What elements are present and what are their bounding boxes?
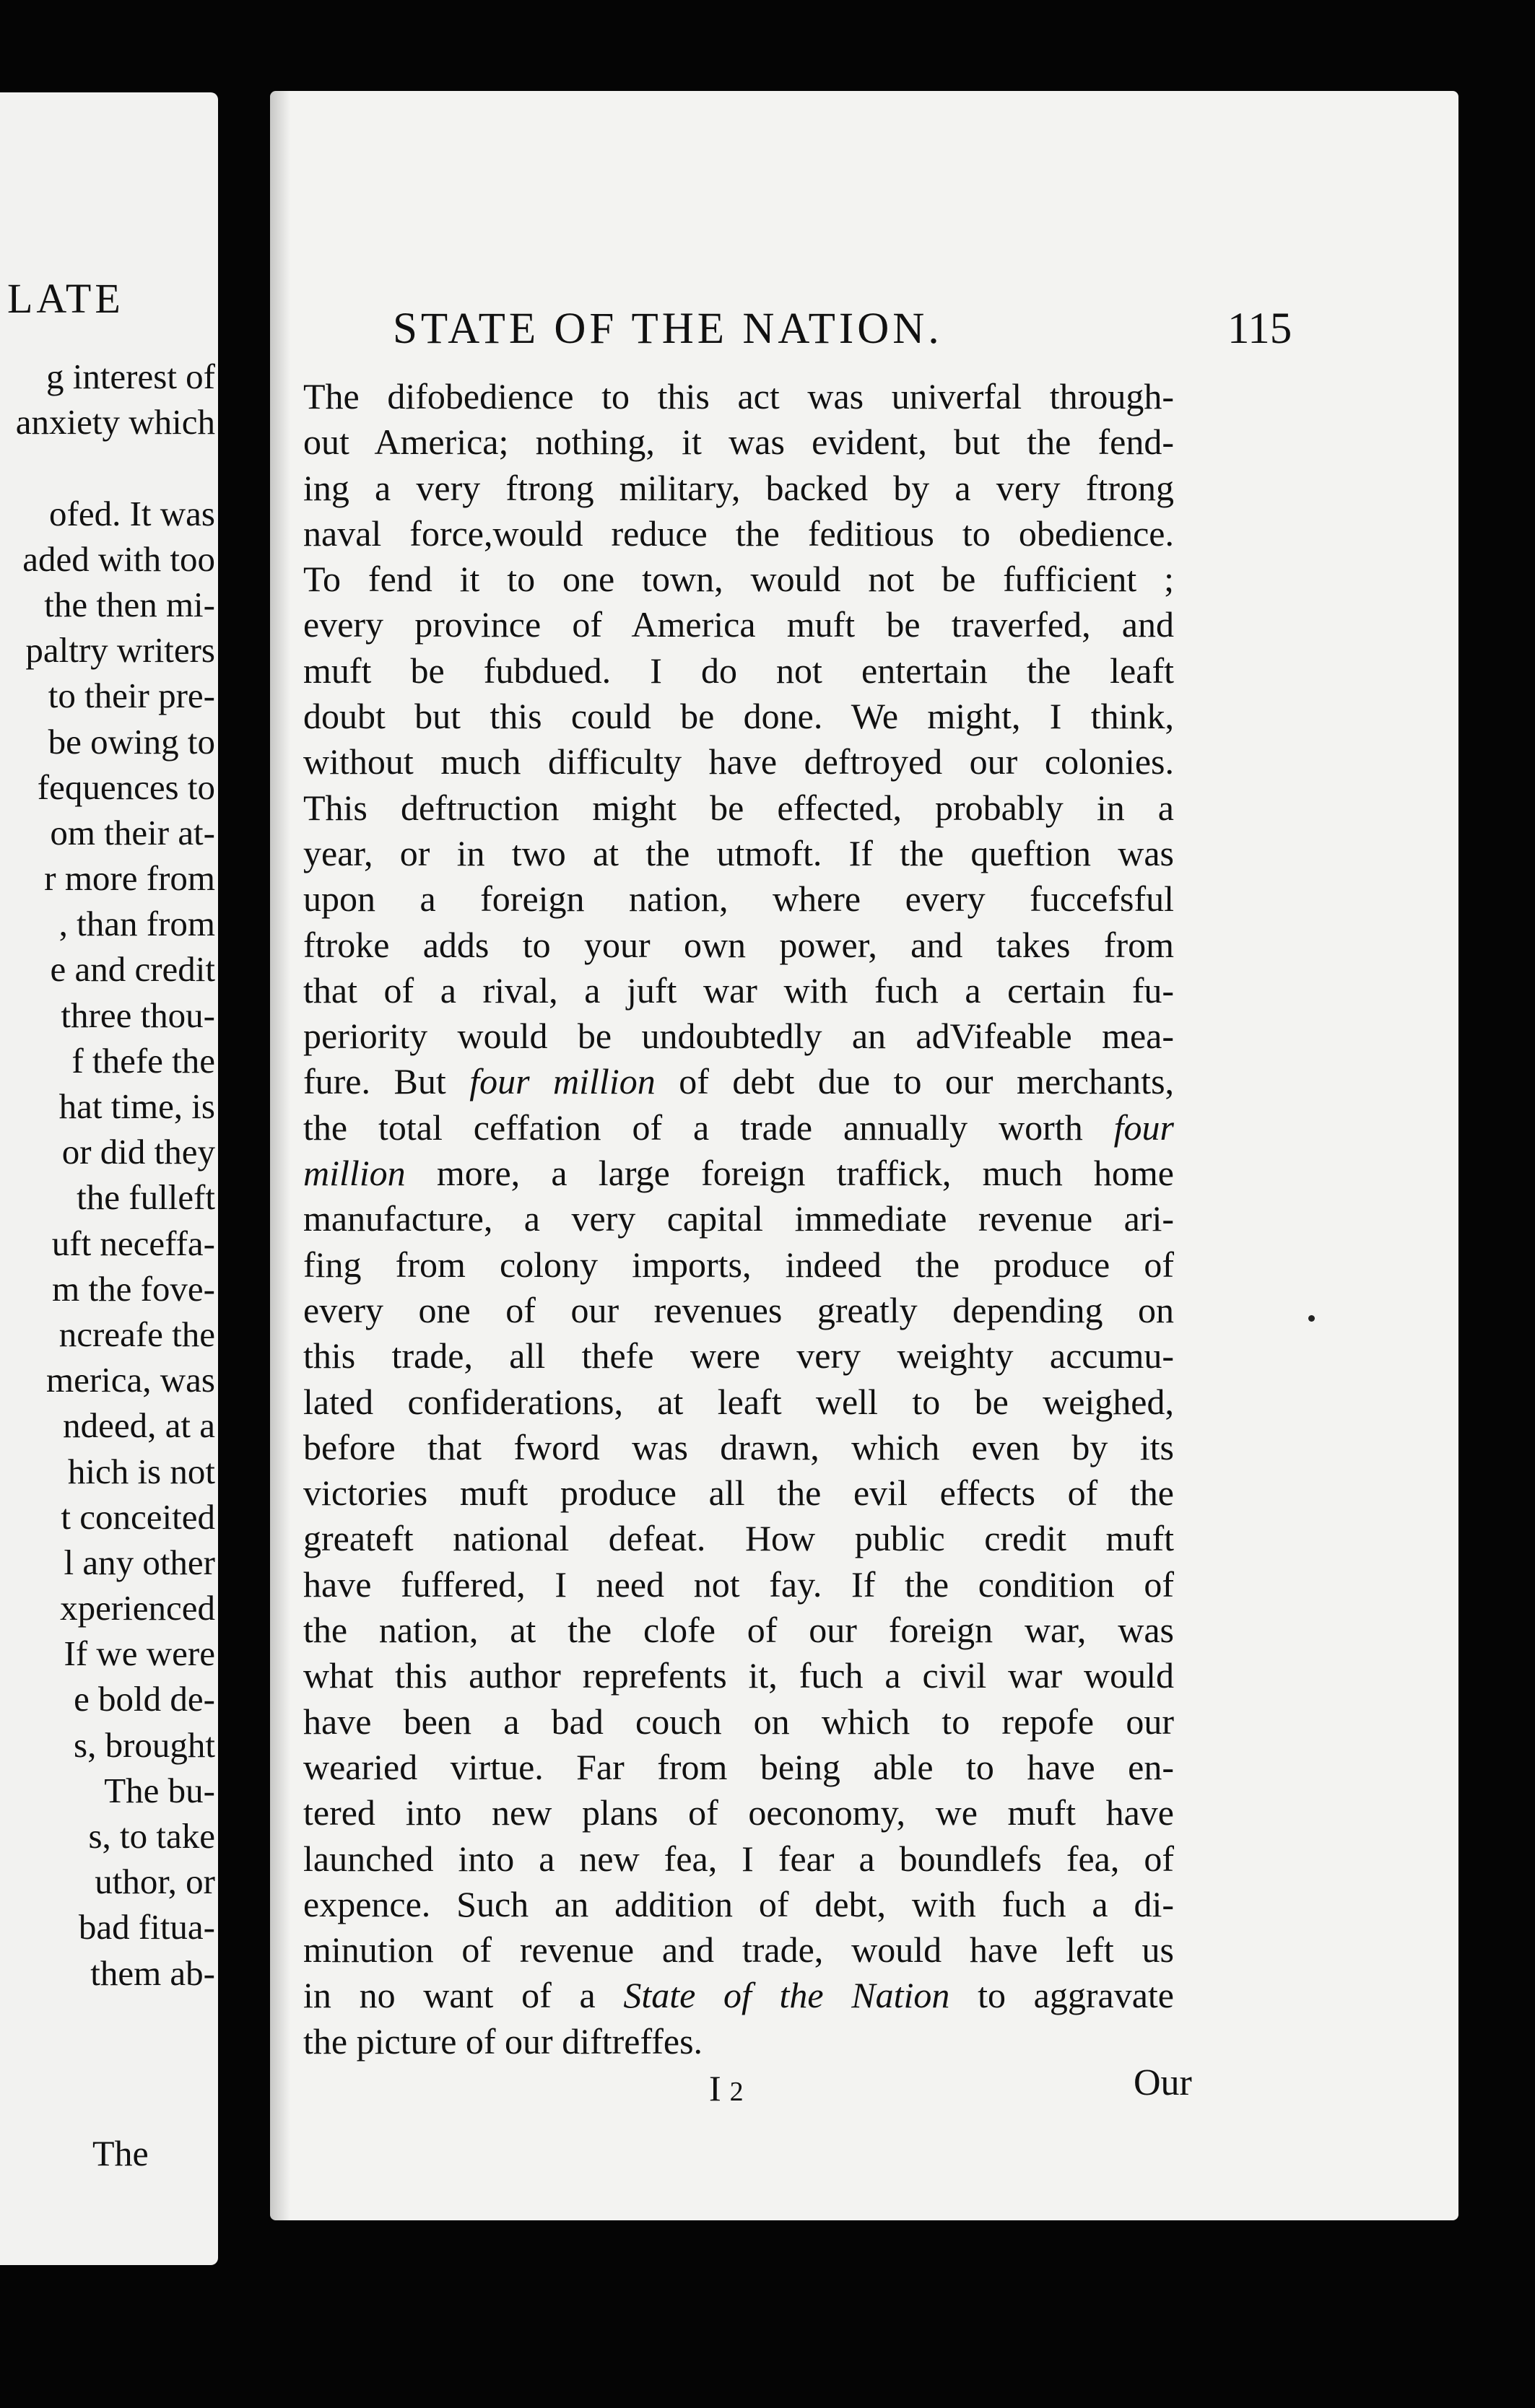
- text-line: hat time, is: [58, 1086, 215, 1126]
- text-line: be owing to: [48, 721, 215, 762]
- text-line: s, brought: [74, 1724, 215, 1765]
- text-segment: more, a large foreign traffick, much home: [405, 1153, 1174, 1194]
- text-line: s, to take: [88, 1816, 215, 1856]
- text-segment: every province of America muft be traverfed, and: [303, 604, 1174, 645]
- signature-letter: I: [709, 2068, 721, 2108]
- italic-segment: State of the Nation: [623, 1975, 950, 2016]
- text-segment: tered into new plans of oeconomy, we muft have: [303, 1792, 1174, 1833]
- text-line: [303, 1242, 1174, 1288]
- text-line: e and credit: [50, 949, 215, 990]
- text-line: The bu-: [104, 1770, 215, 1810]
- text-segment: manufacture, a very capital immediate revenue ari-: [303, 1198, 1174, 1239]
- text-line: [303, 1562, 1174, 1607]
- text-line: anxiety which: [15, 402, 215, 442]
- text-segment: naval force,would reduce the feditious to obedience.: [303, 512, 1174, 554]
- text-segment: muft be fubdued. I do not entertain the leaft: [303, 650, 1174, 691]
- text-segment: the picture of our diftreffes.: [303, 2020, 703, 2062]
- text-line: [303, 1333, 1174, 1379]
- text-line: [303, 1973, 1174, 2018]
- text-segment: to aggravate: [949, 1975, 1174, 2016]
- text-line: [303, 374, 1174, 419]
- text-line: [303, 1013, 1174, 1059]
- text-segment: This deftruction might be effected, probably in a: [303, 787, 1174, 828]
- text-line: hich is not: [67, 1451, 215, 1491]
- text-line: [303, 1607, 1174, 1653]
- text-line: [303, 1059, 1174, 1104]
- margin-dot: [1308, 1315, 1315, 1322]
- text-line: [303, 968, 1174, 1013]
- text-segment: every one of our revenues greatly depending on: [303, 1289, 1174, 1330]
- text-segment: periority would be undoubtedly an adVifeable mea-: [303, 1016, 1174, 1057]
- text-segment: lated confiderations, at leaft well to be weighed,: [303, 1381, 1174, 1422]
- running-head-title: STATE OF THE NATION.: [393, 305, 943, 353]
- text-line: [303, 1653, 1174, 1698]
- text-line: l any other: [64, 1542, 215, 1582]
- text-line: e bold de-: [74, 1679, 215, 1719]
- text-line: ndeed, at a: [63, 1405, 215, 1446]
- text-line: om their at-: [50, 812, 215, 852]
- text-line: three thou-: [61, 995, 215, 1035]
- body-text: [303, 374, 1174, 2064]
- text-line: [303, 1379, 1174, 1425]
- text-line: or did they: [61, 1132, 215, 1172]
- italic-segment: four: [1113, 1107, 1174, 1148]
- text-line: [303, 1882, 1174, 1927]
- text-segment: The difobedience to this act was univerfal through-: [303, 376, 1174, 416]
- text-segment: greateft national defeat. How public credit muft: [303, 1518, 1174, 1559]
- page-number: 115: [1227, 305, 1292, 353]
- text-line: [303, 739, 1174, 785]
- text-segment: victories muft produce all the evil effects of the: [303, 1473, 1174, 1514]
- text-line: t conceited: [61, 1496, 215, 1537]
- text-line: [303, 876, 1174, 922]
- signature-number: 2: [729, 2077, 744, 2107]
- text-line: bad fitua-: [78, 1907, 215, 1947]
- text-segment: wearied virtue. Far from being able to have en-: [303, 1746, 1174, 1787]
- left-running-head: LATE: [7, 275, 124, 322]
- text-line: merica, was: [46, 1360, 215, 1400]
- text-line: the fulleft: [77, 1177, 215, 1218]
- text-line: [303, 511, 1174, 557]
- text-segment: doubt but this could be done. We might, I think,: [303, 696, 1174, 737]
- text-segment: before that fword was drawn, which even by its: [303, 1426, 1174, 1467]
- left-page-fragment: [0, 92, 218, 2265]
- text-segment: fing from colony imports, indeed the produce of: [303, 1244, 1174, 1285]
- right-page: [270, 91, 1458, 2220]
- text-segment: launched into a new fea, I fear a boundlefs fea, of: [303, 1838, 1174, 1879]
- text-line: [303, 2019, 1174, 2064]
- text-line: [303, 1745, 1174, 1790]
- text-segment: have been a bad couch on which to repofe our: [303, 1701, 1174, 1742]
- text-line: [303, 1516, 1174, 1561]
- text-line: to their pre-: [48, 676, 215, 716]
- signature-mark: [709, 2067, 744, 2109]
- text-segment: without much difficulty have deftroyed our colonies.: [303, 741, 1174, 782]
- text-line: them ab-: [90, 1953, 215, 1993]
- text-line: ncreafe the: [58, 1314, 215, 1354]
- text-line: fequences to: [37, 767, 215, 807]
- text-segment: year, or in two at the utmoft. If the queftion was: [303, 832, 1174, 873]
- catchword: Our: [1134, 2062, 1192, 2103]
- text-line: [303, 602, 1174, 647]
- text-line: the then mi-: [44, 584, 215, 624]
- text-line: , than from: [58, 904, 215, 944]
- text-line: [303, 557, 1174, 602]
- text-segment: have fuffered, I need not fay. If the condition of: [303, 1563, 1174, 1605]
- text-line: [303, 1790, 1174, 1836]
- text-line: [303, 694, 1174, 739]
- text-line: [303, 1470, 1174, 1516]
- text-line: [0, 445, 218, 490]
- text-segment: expence. Such an addition of debt, with fuch a di-: [303, 1883, 1174, 1924]
- text-line: [303, 1105, 1174, 1151]
- text-line: paltry writers: [25, 630, 215, 671]
- text-line: [303, 831, 1174, 876]
- text-segment: what this author reprefents it, fuch a civil war would: [303, 1655, 1174, 1696]
- left-catchword: The: [92, 2133, 149, 2173]
- text-line: [303, 1288, 1174, 1333]
- text-segment: fure. But: [303, 1061, 470, 1102]
- text-line: g interest of: [45, 357, 215, 396]
- text-line: [303, 1836, 1174, 1882]
- left-text-column: [0, 354, 218, 1996]
- text-line: [303, 419, 1174, 465]
- text-line: [303, 1196, 1174, 1242]
- gutter-shadow: [270, 91, 290, 2220]
- text-line: uthor, or: [95, 1862, 215, 1902]
- text-line: [303, 1927, 1174, 1973]
- text-segment: ftroke adds to your own power, and takes from: [303, 924, 1174, 965]
- text-segment: of debt due to our merchants,: [655, 1061, 1175, 1102]
- text-line: [303, 922, 1174, 968]
- italic-segment: million: [303, 1153, 406, 1194]
- page-header: [270, 304, 1458, 369]
- text-line: [303, 1425, 1174, 1470]
- text-line: f thefe the: [71, 1040, 215, 1081]
- text-segment: ing a very ftrong military, backed by a very ftrong: [303, 467, 1174, 508]
- text-line: r more from: [44, 858, 215, 899]
- text-line: aded with too: [22, 538, 215, 579]
- text-line: m the fove-: [52, 1268, 215, 1309]
- text-line: If we were: [64, 1633, 215, 1674]
- text-line: uft neceffa-: [51, 1223, 215, 1263]
- text-segment: To fend it to one town, would not be fufficient ;: [303, 559, 1174, 600]
- text-line: ofed. It was: [49, 493, 215, 533]
- text-segment: upon a foreign nation, where every fuccefsful: [303, 878, 1174, 920]
- text-segment: in no want of a: [303, 1975, 624, 2016]
- text-segment: that of a rival, a juft war with fuch a certain fu-: [303, 969, 1174, 1011]
- italic-segment: four million: [469, 1061, 656, 1102]
- text-line: [303, 1151, 1174, 1196]
- text-segment: the nation, at the clofe of our foreign war, was: [303, 1610, 1174, 1651]
- text-line: xperienced: [60, 1588, 215, 1628]
- text-line: [303, 466, 1174, 511]
- text-segment: the total ceffation of a trade annually worth: [303, 1107, 1114, 1148]
- text-line: [303, 785, 1174, 831]
- text-line: [303, 1699, 1174, 1745]
- text-segment: minution of revenue and trade, would have left us: [303, 1929, 1174, 1971]
- text-segment: out America; nothing, it was evident, but the fend-: [303, 422, 1174, 463]
- text-segment: this trade, all thefe were very weighty accumu-: [303, 1335, 1174, 1377]
- text-line: [303, 648, 1174, 694]
